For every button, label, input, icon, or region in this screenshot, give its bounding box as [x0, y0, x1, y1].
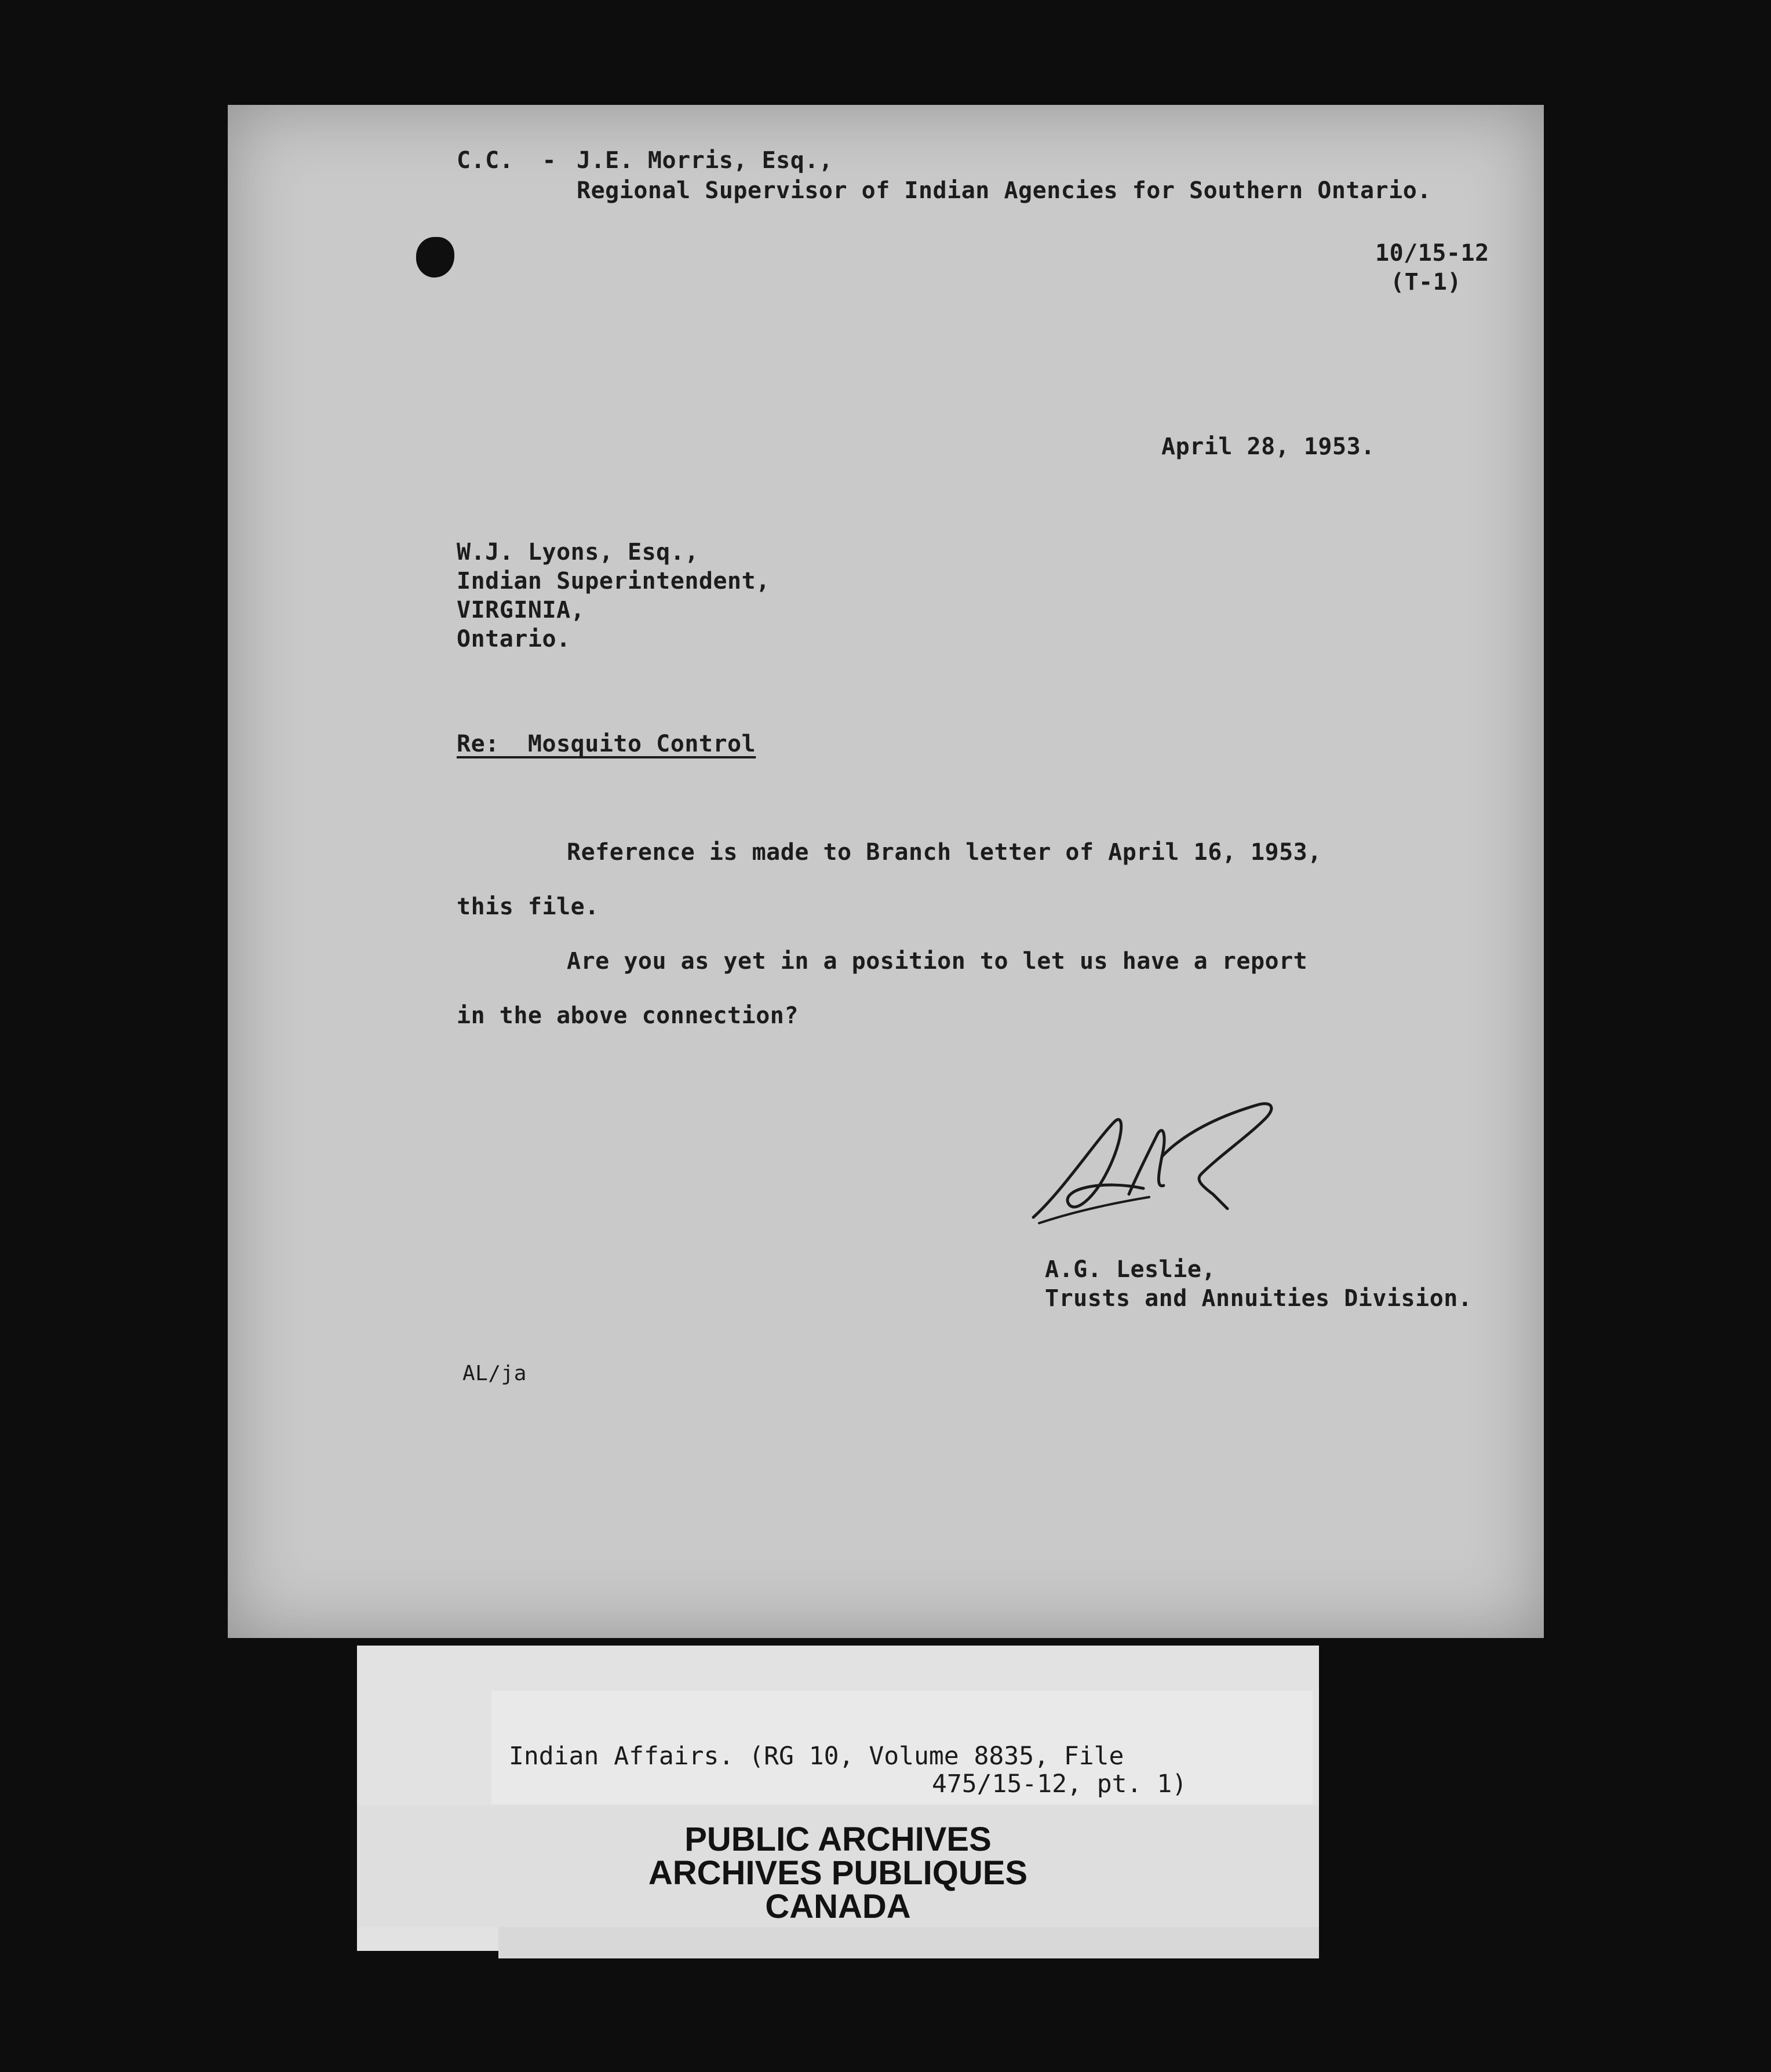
cc-name: J.E. Morris, Esq., — [577, 147, 833, 174]
archive-card-strip — [498, 1927, 1319, 1958]
body-line-3: Are you as yet in a position to let us have a report — [567, 948, 1308, 975]
body-line-2: this file. — [457, 893, 599, 920]
stamp-line-1: PUBLIC ARCHIVES — [684, 1821, 992, 1858]
ink-blot — [416, 237, 454, 278]
stamp-line-2: ARCHIVES PUBLIQUES — [648, 1854, 1028, 1892]
archives-stamp — [357, 1805, 1319, 1927]
signer-division: Trusts and Annuities Division. — [1045, 1285, 1473, 1312]
stamp-line-3: CANADA — [765, 1888, 911, 1925]
letter-date: April 28, 1953. — [1161, 433, 1375, 460]
cc-title: Regional Supervisor of Indian Agencies for Southern Ontario. — [577, 177, 1431, 204]
typist-initials: AL/ja — [462, 1362, 527, 1385]
body-line-1: Reference is made to Branch letter of April 16, 1953, — [567, 839, 1322, 866]
file-number: 10/15-12 — [1375, 240, 1489, 267]
recipient-line-4: Ontario. — [457, 626, 571, 652]
archive-reference-line-1: Indian Affairs. (RG 10, Volume 8835, File — [509, 1742, 1124, 1771]
recipient-line-3: VIRGINIA, — [457, 597, 585, 623]
signature — [1027, 1093, 1306, 1267]
signer-name: A.G. Leslie, — [1045, 1256, 1216, 1283]
file-sub-number: (T-1) — [1390, 269, 1462, 296]
cc-label: C.C. - — [457, 147, 557, 174]
letter-page — [228, 105, 1544, 1638]
subject-line: Re: Mosquito Control — [457, 731, 756, 757]
body-line-4: in the above connection? — [457, 1002, 799, 1029]
archive-reference-line-2: 475/15-12, pt. 1) — [932, 1770, 1187, 1799]
archive-reference-slip — [491, 1691, 1313, 1804]
recipient-line-2: Indian Superintendent, — [457, 568, 770, 594]
recipient-line-1: W.J. Lyons, Esq., — [457, 539, 699, 566]
